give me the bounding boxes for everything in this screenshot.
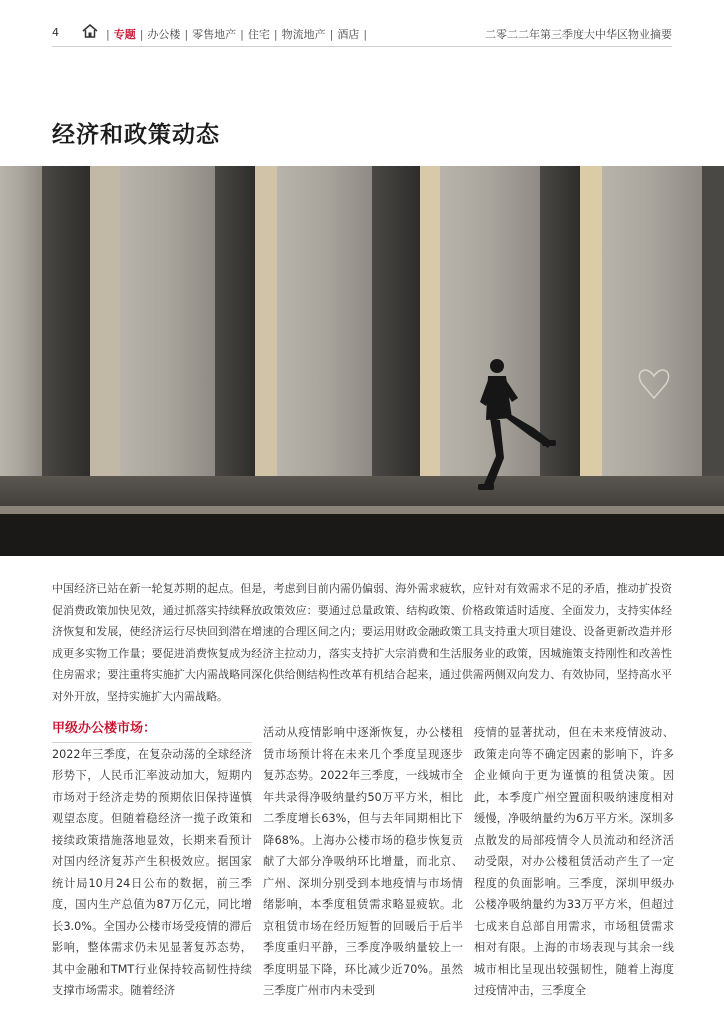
column-1-text: 2022年三季度，在复杂动荡的全球经济形势下，人民币汇率波动加大，短期内市场对于经济走势的预期依旧保持谨慎观望态度。但随着稳经济一揽子政策和接续政策措施落地显效，长期来看预计对国内经济复苏产生积极效应。据国家统计局10月24日公布的数据，前三季度，国内生产总值为87万亿元，同比增长3.0%。全国办公楼市场受疫情的滞后影响，整体需求仍未见显著复苏态势，其中金融和TMT行业保持较高韧性持续支撑市场需求。随着经济 [52,747,252,997]
section-nav: | 专题 | 办公楼 | 零售地产 | 住宅 | 物流地产 | 酒店 | [106,28,368,41]
column-2 [263,722,463,1002]
column-3-text: 疫情的显著扰动，但在未来疫情波动、政策走向等不确定因素的影响下，许多企业倾向于更为谨慎的租赁决策。因此，本季度广州空置面积吸纳速度相对缓慢，净吸纳量约为6万平方米。深圳多点散发的局部疫情令人员流动和经济活动受限，对办公楼租赁活动产生了一定程度的负面影响。三季度，深圳甲级办公楼净吸纳量约为33万平方米，但超过七成来自总部自用需求，市场租赁需求相对有限。上海的市场表现与其余一线城市相比呈现出较强韧性，随着上海度过疫情冲击，三季度全 [474,726,674,997]
page-header [0,0,724,60]
intro-paragraph: 中国经济已站在新一轮复苏期的起点。但是，考虑到目前内需仍偏弱、海外需求疲软，应针对有效需求不足的矛盾，推动扩投资促消费政策加快见效，通过抓落实持续释放政策效应：要通过总量政策、结构政策、价格政策适时适度、全面发力，支持实体经济恢复和发展，使经济运行尽快回到潜在增速的合理区间之内；要运用财政金融政策工具支持重大项目建设、设备更新改造并形成更多实物工作量；要促进消费恢复成为经济主拉动力，落实支持扩大宗消费和生活服务业的政策，因城施策支持刚性和改善性住房需求；要注重将实施扩大内需战略同深化供给侧结构性改革有机结合起来，通过供需两侧双向发力、有效协同，坚持高水平对外开放，坚持实施扩大内需战略。 [52,582,672,703]
nav-item-residential[interactable]: 住宅 [247,28,270,41]
heading-divider [52,742,252,743]
page-number: 4 [52,26,59,39]
column-2-text: 活动从疫情影响中逐渐恢复，办公楼租赁市场预计将在未来几个季度呈现逐步复苏态势。2022年三季度，一线城市全年共录得净吸纳量约50万平方米，相比二季度增长63%，但与去年同期相比下降68%。上海办公楼市场的稳步恢复贡献了大部分净吸纳环比增量，而北京、广州、深圳分别受到本地疫情与市场情绪影响，本季度租赁需求略显疲软。北京租赁市场在经历短暂的回暖后于后半季度重归平静，三季度净吸纳量较上一季度明显下降，环比减少近70%。虽然三季度广州市内未受到 [263,726,463,997]
nav-item-logistics[interactable]: 物流地产 [281,28,326,41]
nav-item-special[interactable]: 专题 [113,28,136,41]
section-heading: 甲级办公楼市场： [52,721,157,736]
column-1 [52,718,252,1002]
home-icon[interactable] [82,24,98,38]
page-title: 经济和政策动态 [52,122,220,148]
header-divider [52,46,672,47]
hero-photo [0,166,724,556]
report-title: 二零二二年第三季度大中华区物业摘要 [485,28,672,41]
nav-item-office[interactable]: 办公楼 [147,28,181,41]
nav-item-hotel[interactable]: 酒店 [337,28,360,41]
column-3 [474,722,674,1002]
nav-item-retail[interactable]: 零售地产 [192,28,237,41]
